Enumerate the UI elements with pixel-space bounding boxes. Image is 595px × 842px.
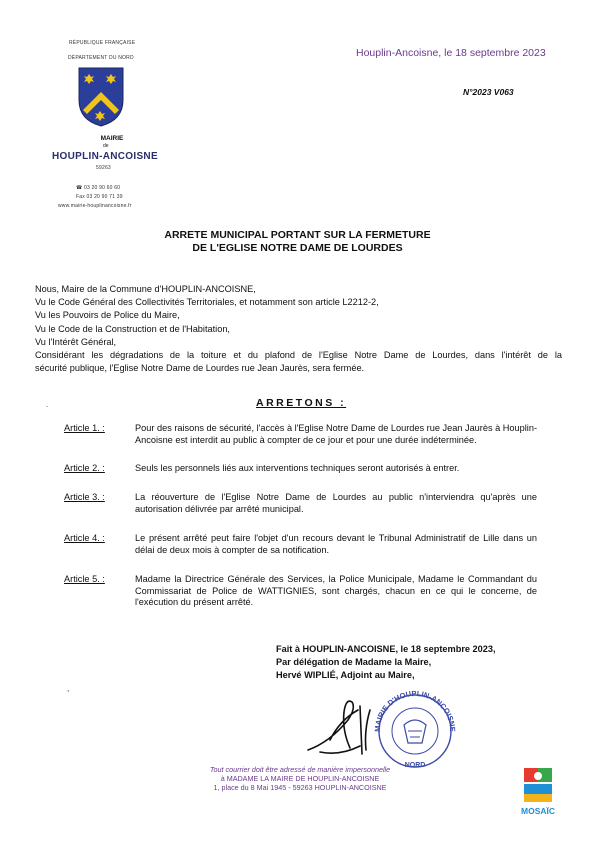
signature-delegation: Par délégation de Madame la Maire,	[276, 657, 432, 667]
margin-dot: .	[46, 400, 49, 409]
article-label: Article 3. :	[64, 492, 105, 502]
article-text: Seuls les personnels liés aux interventions techniques seront autorisés à entrer.	[135, 463, 460, 473]
mosaic-label: MOSAÏC	[521, 806, 555, 816]
article-text: Pour des raisons de sécurité, l'accès à l'Eglise Notre Dame de Lourdes rue Jean Jaurès à Houplin-Ancoisne est interdit au public à compter de ce jour et pour une durée indéterminée.	[135, 423, 537, 445]
tel-label: ☎ 03 20 90 60 60	[76, 185, 121, 191]
town-name: HOUPLIN-ANCOISNE	[52, 151, 158, 162]
stamp-bottom-text: NORD	[404, 762, 426, 769]
article-label: Article 2. :	[64, 463, 105, 473]
preamble-line: Vu l'Intérêt Général,	[35, 337, 117, 347]
mairie-stamp-icon	[370, 687, 460, 769]
article-text: Le présent arrêté peut faire l'objet d'un recours devant le Tribunal Administratif de Lille dans un délai de deux mois à compter de sa notification.	[135, 533, 537, 555]
town-crest-icon	[77, 66, 125, 128]
preamble-line: Vu les Pouvoirs de Police du Maire,	[35, 310, 180, 320]
preamble-line: Considérant les dégradations de la toiture et du plafond de l'Eglise Notre Dame de Lourdes, dans l'intérêt de la	[35, 350, 562, 360]
preamble-line: Nous, Maire de la Commune d'HOUPLIN-ANCOISNE,	[35, 284, 256, 294]
footer-block	[180, 765, 420, 792]
margin-dot: ,	[67, 684, 70, 693]
article-text: La réouverture de l'Eglise Notre Dame de Lourdes au public n'interviendra qu'après une autorisation délivrée par arrêté municipal.	[135, 492, 537, 514]
reference-number: N°2023 V063	[463, 87, 514, 97]
footer-line-2: à MADAME LA MAIRE DE HOUPLIN-ANCOISNE	[220, 774, 380, 783]
mosaic-logo-icon	[518, 768, 558, 820]
website-label: www.mairie-houplinancoisne.fr	[58, 203, 132, 209]
date-line: Houplin-Ancoisne, le 18 septembre 2023	[356, 47, 546, 59]
article-label: Article 4. :	[64, 533, 105, 543]
footer-line-1: Tout courrier doit être adressé de manière impersonnelle	[209, 765, 391, 774]
mairie-label: MAIRIE	[100, 135, 124, 142]
signature-name: Hervé WIPLIÉ, Adjoint au Maire,	[276, 670, 415, 680]
de-label: de	[103, 143, 109, 149]
article-label: Article 5. :	[64, 574, 105, 584]
stamp-text: MAIRIE D'HOUPLIN-ANCOISNE	[372, 688, 458, 733]
document-title-line-1: ARRETE MUNICIPAL PORTANT SUR LA FERMETURE	[164, 229, 431, 241]
footer-line-3: 1, place du 8 Mai 1945 - 59263 HOUPLIN-ANCOISNE	[213, 783, 387, 792]
preamble-line: Vu le Code de la Construction et de l'Habitation,	[35, 324, 230, 334]
article-label: Article 1. :	[64, 423, 105, 433]
arretons-heading: ARRETONS :	[256, 397, 347, 409]
preamble-line: Vu le Code Général des Collectivités Territoriales, et notamment son article L2212-2,	[35, 297, 379, 307]
svg-text:MAIRIE D'HOUPLIN-ANCOISNE	[373, 689, 457, 732]
republique-label: RÉPUBLIQUE FRANÇAISE	[69, 40, 136, 46]
postcode-label: 59263	[96, 165, 111, 171]
preamble-line: sécurité publique, l'Eglise Notre Dame de Lourdes rue Jean Jaurès, sera fermée.	[35, 363, 365, 373]
document-title-line-2: DE L'EGLISE NOTRE DAME DE LOURDES	[192, 242, 403, 254]
fax-label: Fax 03 20 90 71 39	[76, 194, 123, 200]
article-text: Madame la Directrice Générale des Services, la Police Municipale, Madame le Commandant du Commissariat de Police de WATTIGNIES, sont chargés, chacun en ce qui le concerne, de l'exécution du présent arrêté.	[135, 574, 537, 607]
departement-label: DÉPARTEMENT DU NORD	[68, 55, 134, 61]
signature-place-date: Fait à HOUPLIN-ANCOISNE, le 18 septembre 2023,	[276, 644, 496, 654]
